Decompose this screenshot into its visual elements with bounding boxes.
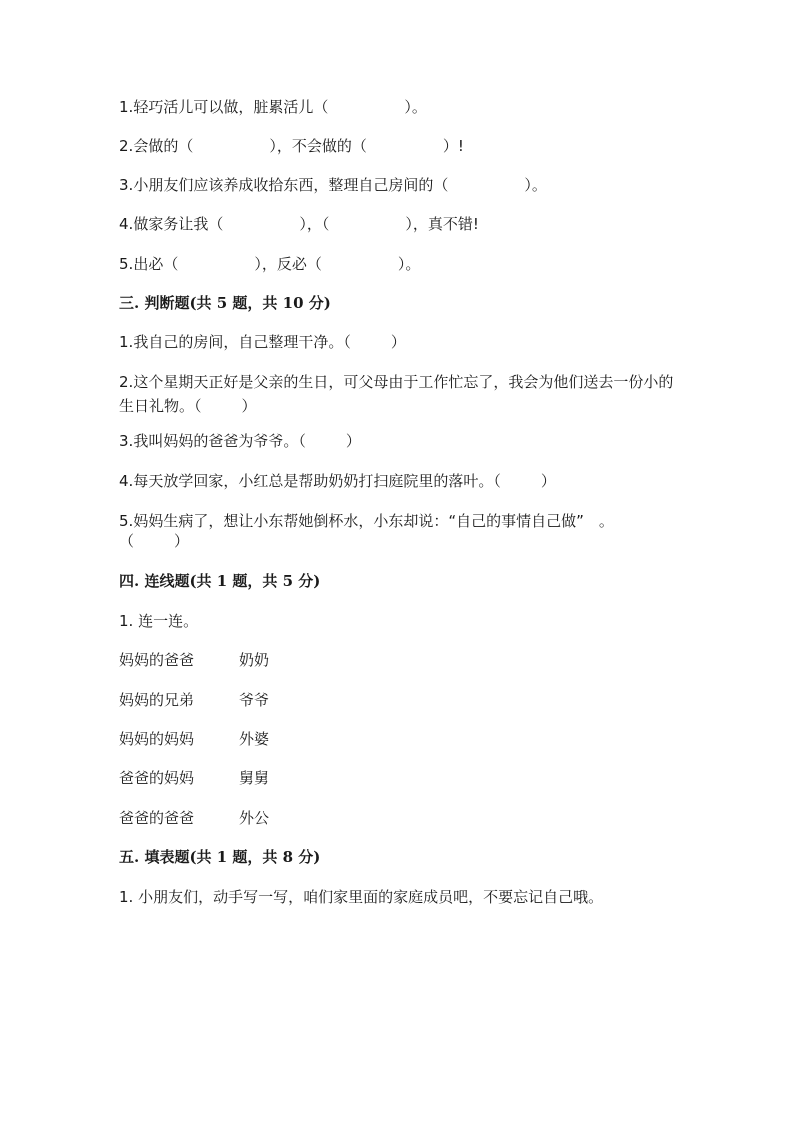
item-number: 4. — [119, 472, 134, 490]
fill-blank-item-2 — [119, 134, 684, 158]
match-left-term[interactable]: 妈妈的妈妈 — [119, 730, 195, 748]
match-right-term[interactable]: 奶奶 — [239, 651, 270, 669]
match-row — [119, 766, 269, 790]
item-text: 轻巧活儿可以做，脏累活儿（ — [133, 98, 329, 116]
item-number: 2. — [119, 373, 134, 391]
table-instruction: 1. 小朋友们，动手写一写，咱们家里面的家庭成员吧，不要忘记自己哦。 — [119, 888, 604, 906]
item-text: ） — [174, 532, 190, 550]
item-text: 小朋友们应该养成收拾东西，整理自己房间的（ — [133, 176, 449, 194]
item-number: 1. — [119, 333, 134, 351]
section-heading-table: 五. 填表题(共 1 题，共 8 分) — [119, 848, 321, 866]
item-text: ） — [540, 472, 556, 490]
item-number: 1. — [119, 98, 134, 116]
item-number: 3. — [119, 432, 134, 450]
match-right-term[interactable]: 舅舅 — [239, 769, 270, 787]
item-text: ） — [390, 333, 406, 351]
item-text: 妈妈生病了，想让小东帮她倒杯水，小东却说：“自己的事情自己做” 。 — [133, 512, 614, 530]
item-text: ）! — [442, 137, 464, 155]
match-row — [119, 806, 269, 830]
match-right-term[interactable]: 外婆 — [239, 730, 270, 748]
item-text: 每天放学回家，小红总是帮助奶奶打扫庭院里的落叶。（ — [133, 472, 501, 490]
item-text: （ — [119, 532, 135, 550]
item-text: ） — [345, 432, 361, 450]
fill-blank-item-1 — [119, 95, 684, 119]
item-text: 做家务让我（ — [133, 215, 224, 233]
item-text: 这个星期天正好是父亲的生日，可父母由于工作忙忘了，我会为他们送去一份小的生日礼物。（ — [119, 373, 674, 415]
match-left-term[interactable]: 爸爸的爸爸 — [119, 809, 195, 827]
match-left-term[interactable]: 妈妈的兄弟 — [119, 691, 195, 709]
match-left-term[interactable]: 妈妈的爸爸 — [119, 651, 195, 669]
match-right-term[interactable]: 爷爷 — [239, 691, 270, 709]
item-number: 5. — [119, 255, 134, 273]
fill-blank-item-3 — [119, 173, 684, 197]
item-text: ）。 — [524, 176, 547, 194]
item-text: ），反必（ — [254, 255, 322, 273]
fill-blank-item-4 — [119, 212, 684, 236]
item-text: 会做的（ — [133, 137, 194, 155]
match-right-term[interactable]: 外公 — [239, 809, 270, 827]
judge-item-1 — [119, 330, 684, 354]
section-heading-match: 四. 连线题(共 1 题，共 5 分) — [119, 572, 321, 590]
match-instruction: 1. 连一连。 — [119, 612, 199, 630]
item-text: 出必（ — [133, 255, 179, 273]
match-left-term[interactable]: 爸爸的妈妈 — [119, 769, 195, 787]
match-row — [119, 727, 269, 751]
item-text: ），真不错! — [405, 215, 479, 233]
judge-item-2 — [119, 370, 679, 418]
match-row — [119, 648, 269, 672]
fill-blank-item-5 — [119, 252, 684, 276]
item-text: 我自己的房间，自己整理干净。（ — [133, 333, 351, 351]
item-number: 4. — [119, 215, 134, 233]
judge-item-4 — [119, 469, 684, 493]
judge-item-3 — [119, 429, 684, 453]
item-text: ） — [241, 397, 257, 415]
item-text: ），不会做的（ — [269, 137, 367, 155]
item-text: ）。 — [397, 255, 421, 273]
item-number: 5. — [119, 512, 134, 530]
item-number: 2. — [119, 137, 134, 155]
match-row — [119, 688, 269, 712]
item-text: 我叫妈妈的爸爸为爷爷。（ — [133, 432, 306, 450]
judge-item-5-answer — [119, 529, 684, 553]
item-text: ）。 — [404, 98, 427, 116]
section-heading-judge: 三. 判断题(共 5 题，共 10 分) — [119, 294, 331, 312]
item-text: ），（ — [299, 215, 330, 233]
item-number: 3. — [119, 176, 134, 194]
